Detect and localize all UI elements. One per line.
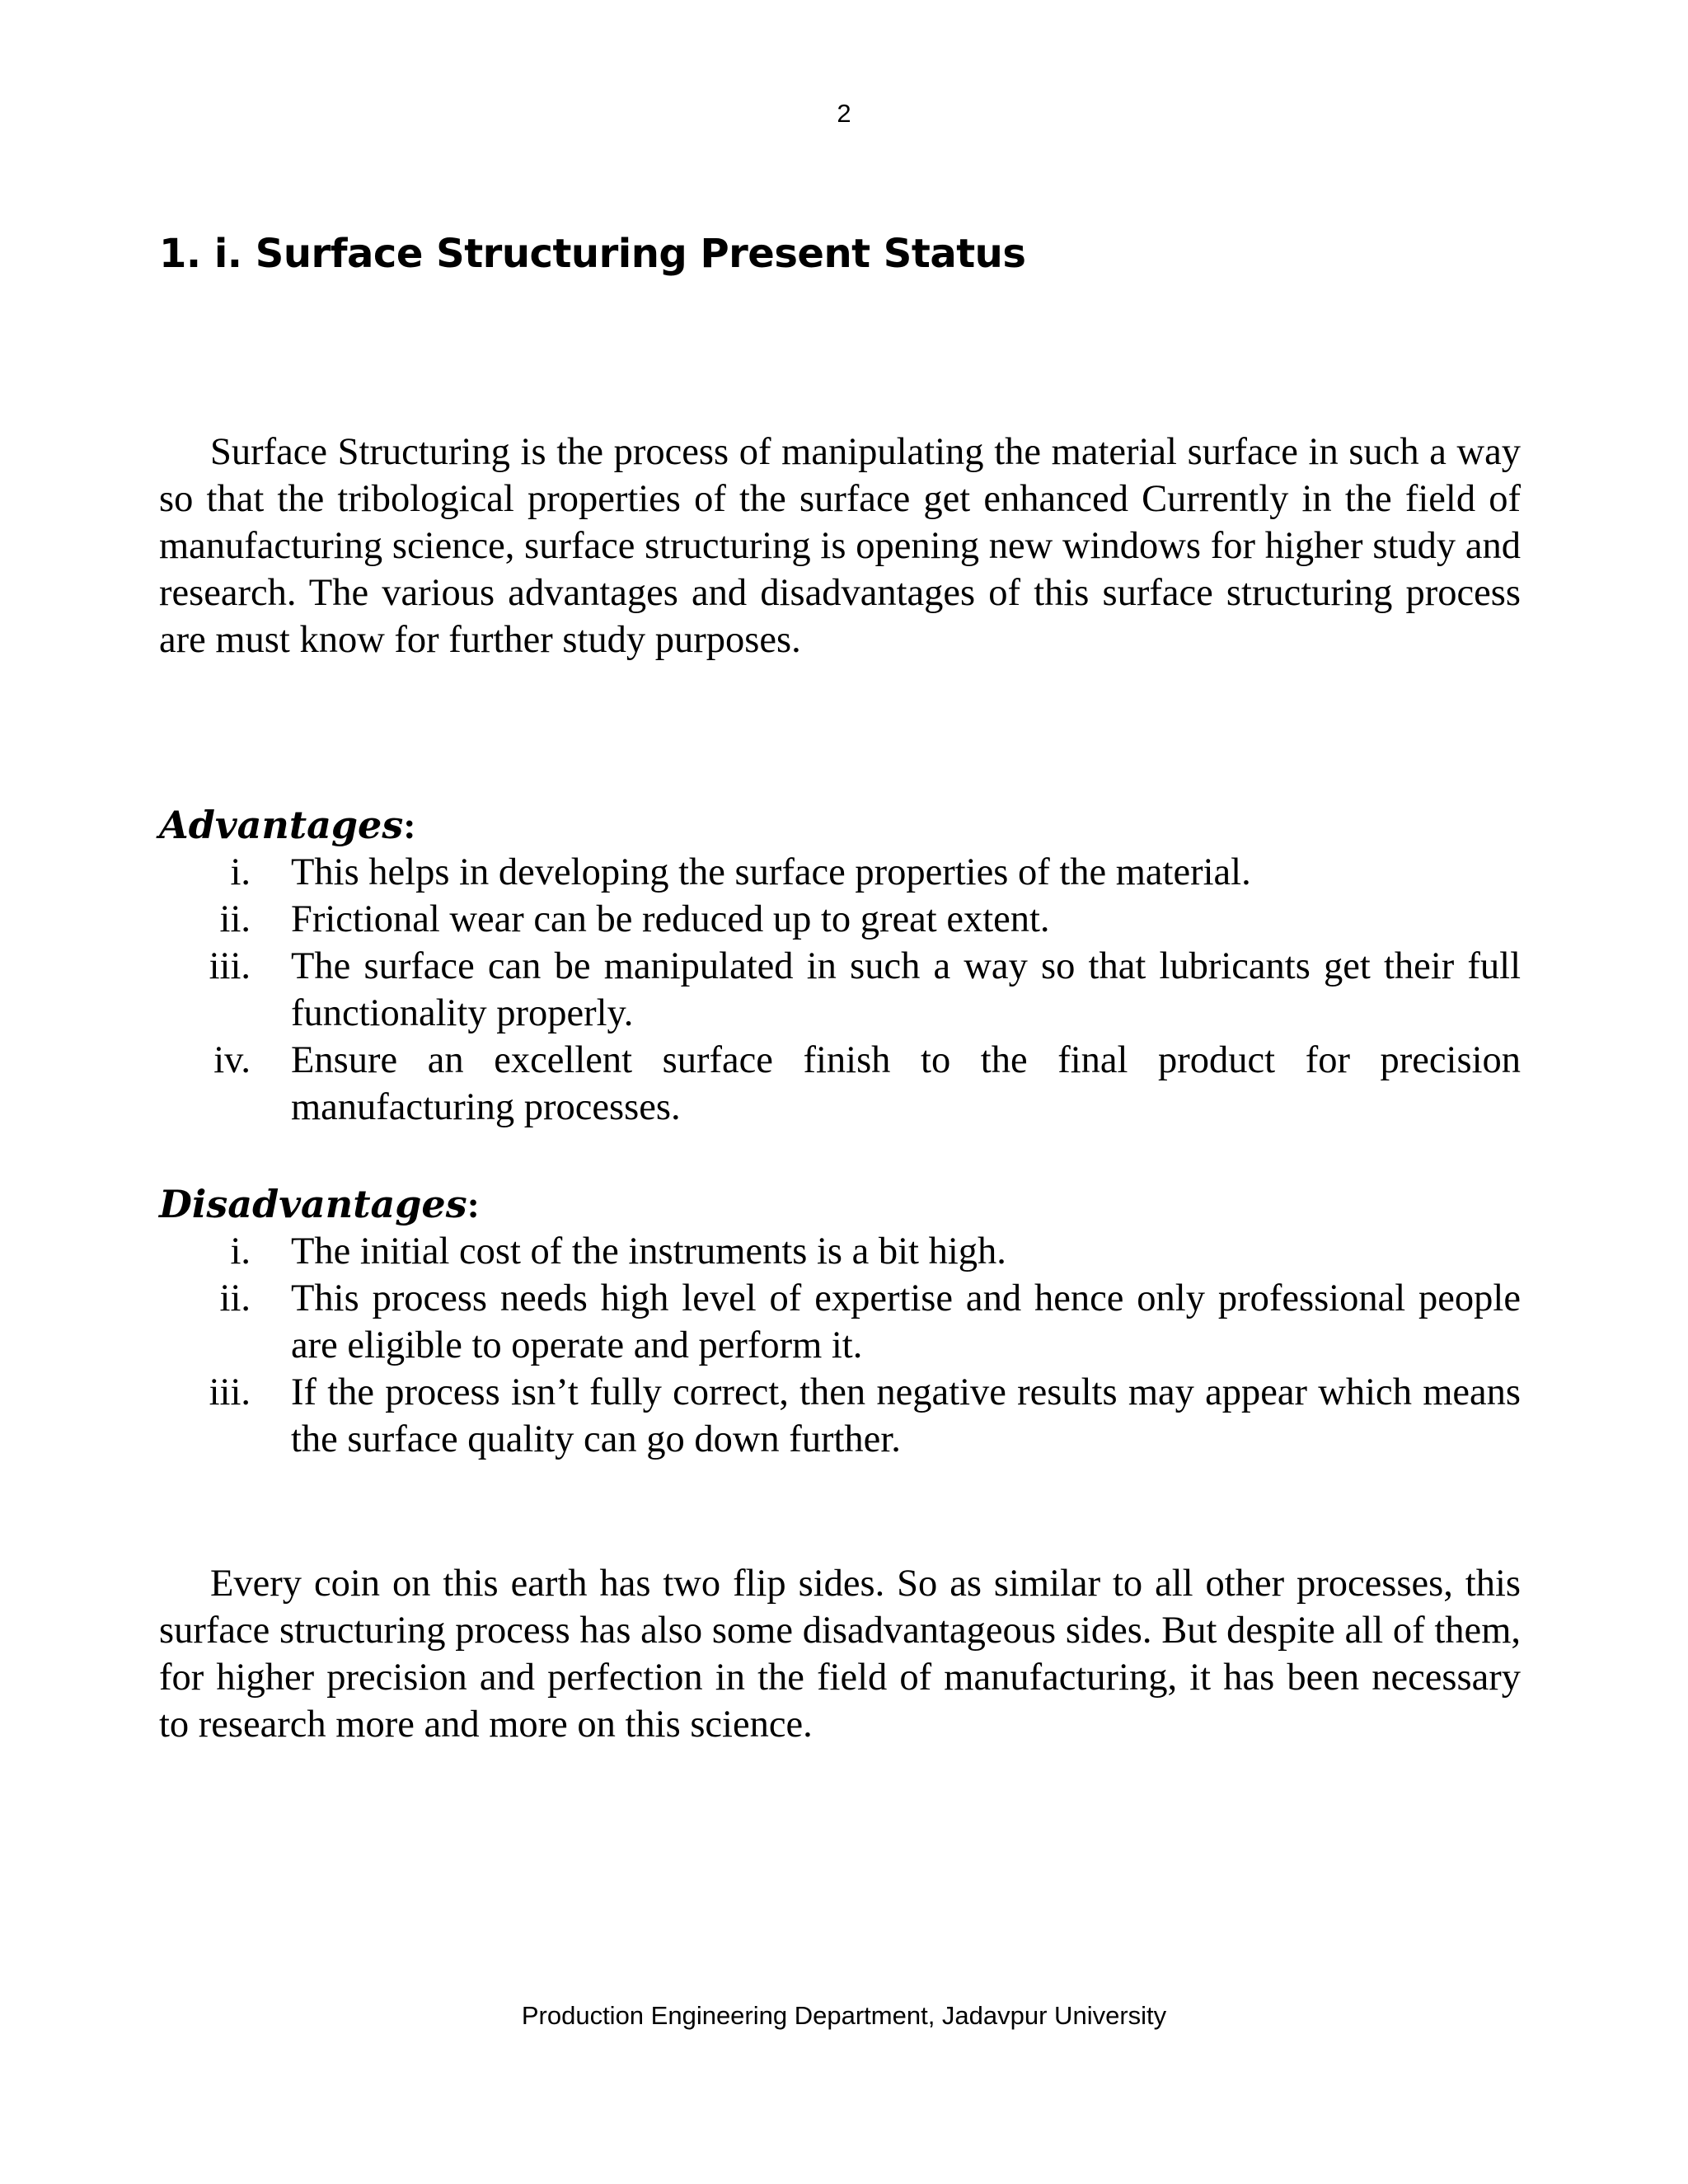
advantage-item bbox=[159, 943, 1521, 1037]
list-item-number: iii. bbox=[209, 945, 251, 987]
list-item-text: If the process isn’t fully correct, then negative results may appear which means the surface quality can go down further. bbox=[291, 1371, 1521, 1460]
list-item-number: i. bbox=[230, 1230, 251, 1272]
advantage-item bbox=[159, 896, 1521, 943]
advantages-list bbox=[159, 849, 1521, 1131]
disadvantages-heading bbox=[159, 1181, 480, 1228]
list-item-number: ii. bbox=[219, 1277, 251, 1319]
advantage-item bbox=[159, 1037, 1521, 1131]
closing-paragraph: Every coin on this earth has two flip sides. So as similar to all other processes, this surface structuring process has also some disadvantageous sides. But despite all of them, for higher precision and perfection in the field of manufacturing, it has been necessary to research more and more on this science. bbox=[159, 1563, 1521, 1746]
list-item-number: ii. bbox=[219, 898, 251, 940]
list-item-text: This helps in developing the surface properties of the material. bbox=[291, 851, 1251, 893]
intro-paragraph: Surface Structuring is the process of manipulating the material surface in such a way so that the tribological properties of the surface get enhanced Currently in the field of manufacturing science, surface structuring is opening new windows for higher study and research. The various advantages and disadvantages of this surface structuring process are must know for further study purposes. bbox=[159, 431, 1521, 661]
disadvantage-item bbox=[159, 1275, 1521, 1369]
list-item-text: Frictional wear can be reduced up to great extent. bbox=[291, 898, 1050, 940]
disadvantage-item bbox=[159, 1228, 1521, 1275]
advantages-heading-text: Advantages bbox=[159, 803, 404, 847]
disadvantages-heading-text: Disadvantages bbox=[159, 1182, 467, 1226]
advantages-heading bbox=[159, 802, 416, 849]
list-item-text: The initial cost of the instruments is a bit high. bbox=[291, 1230, 1006, 1272]
list-item-text: The surface can be manipulated in such a way so that lubricants get their full functionality properly. bbox=[291, 945, 1521, 1034]
list-item-number: i. bbox=[230, 851, 251, 893]
advantages-heading-colon: : bbox=[403, 804, 416, 846]
advantage-item bbox=[159, 849, 1521, 896]
list-item-number: iii. bbox=[209, 1371, 251, 1413]
disadvantages-list bbox=[159, 1228, 1521, 1463]
section-title: 1. i. Surface Structuring Present Status bbox=[159, 231, 1026, 277]
list-item-text: Ensure an excellent surface finish to the final product for precision manufacturing processes. bbox=[291, 1039, 1521, 1128]
disadvantages-heading-colon: : bbox=[467, 1183, 480, 1226]
disadvantage-item bbox=[159, 1369, 1521, 1463]
list-item-text: This process needs high level of expertise and hence only professional people are eligible to operate and perform it. bbox=[291, 1277, 1521, 1366]
page-footer: Production Engineering Department, Jadavpur University bbox=[521, 2001, 1167, 2030]
page-number: 2 bbox=[837, 99, 851, 128]
list-item-number: iv. bbox=[213, 1039, 251, 1081]
